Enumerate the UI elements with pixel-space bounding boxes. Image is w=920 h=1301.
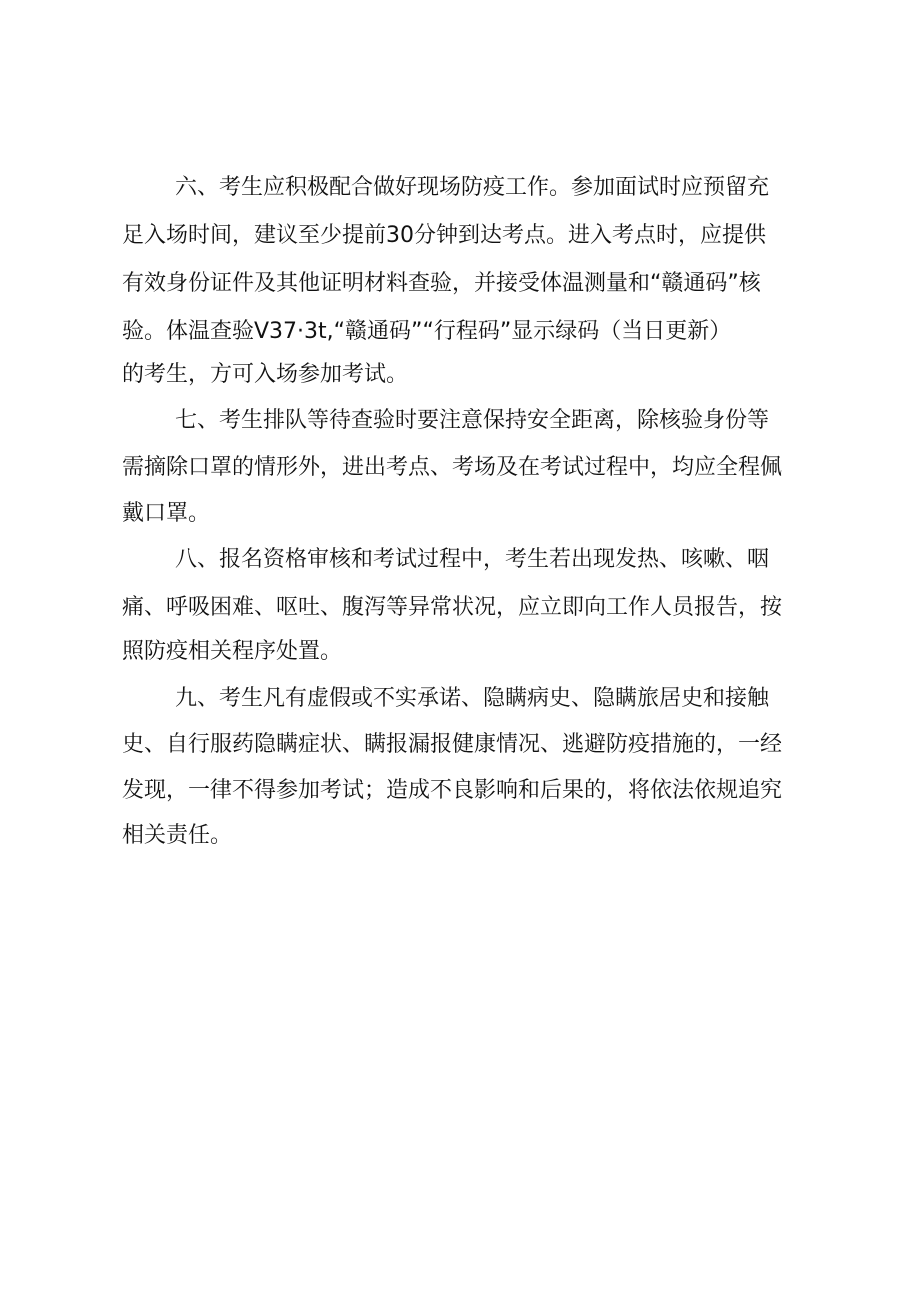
paragraph-6-line-2: 足入场时间，建议至少提前30分钟到达考点。进入考点时，应提供 [122,223,766,248]
paragraph-6-line-5: 的考生，方可入场参加考试。 [122,362,409,387]
paragraph-9-line-4: 相关责任。 [122,823,233,848]
paragraph-6-line-3: 有效身份证件及其他证明材料查验，并接受体温测量和“赣通码”核 [122,271,761,296]
paragraph-9-line-1: 九、考生凡有虚假或不实承诺、隐瞒病史、隐瞒旅居史和接触 [175,686,770,711]
paragraph-7-line-1: 七、考生排队等待查验时要注意保持安全距离，除核验身份等 [175,408,770,433]
paragraph-6-line-4: 验。体温查验V37·3t,“赣通码”“行程码”显示绿码（当日更新） [122,319,732,344]
paragraph-9-line-3: 发现，一律不得参加考试；造成不良影响和后果的，将依法依规追究 [122,778,783,803]
paragraph-7-line-3: 戴口罩。 [122,501,211,526]
paragraph-9-line-2: 史、自行服药隐瞒症状、瞒报漏报健康情况、逃避防疫措施的，一经 [122,732,783,757]
paragraph-6-line-1: 六、考生应积极配合做好现场防疫工作。参加面试时应预留充 [175,175,770,200]
paragraph-8-line-3: 照防疫相关程序处置。 [122,639,343,664]
paragraph-8-line-1: 八、报名资格审核和考试过程中，考生若出现发热、咳嗽、咽 [175,547,770,572]
paragraph-8-line-2: 痛、呼吸困难、呕吐、腹泻等异常状况，应立即向工作人员报告，按 [122,595,783,620]
paragraph-7-line-2: 需摘除口罩的情形外，进出考点、考场及在考试过程中，均应全程佩 [122,455,783,480]
